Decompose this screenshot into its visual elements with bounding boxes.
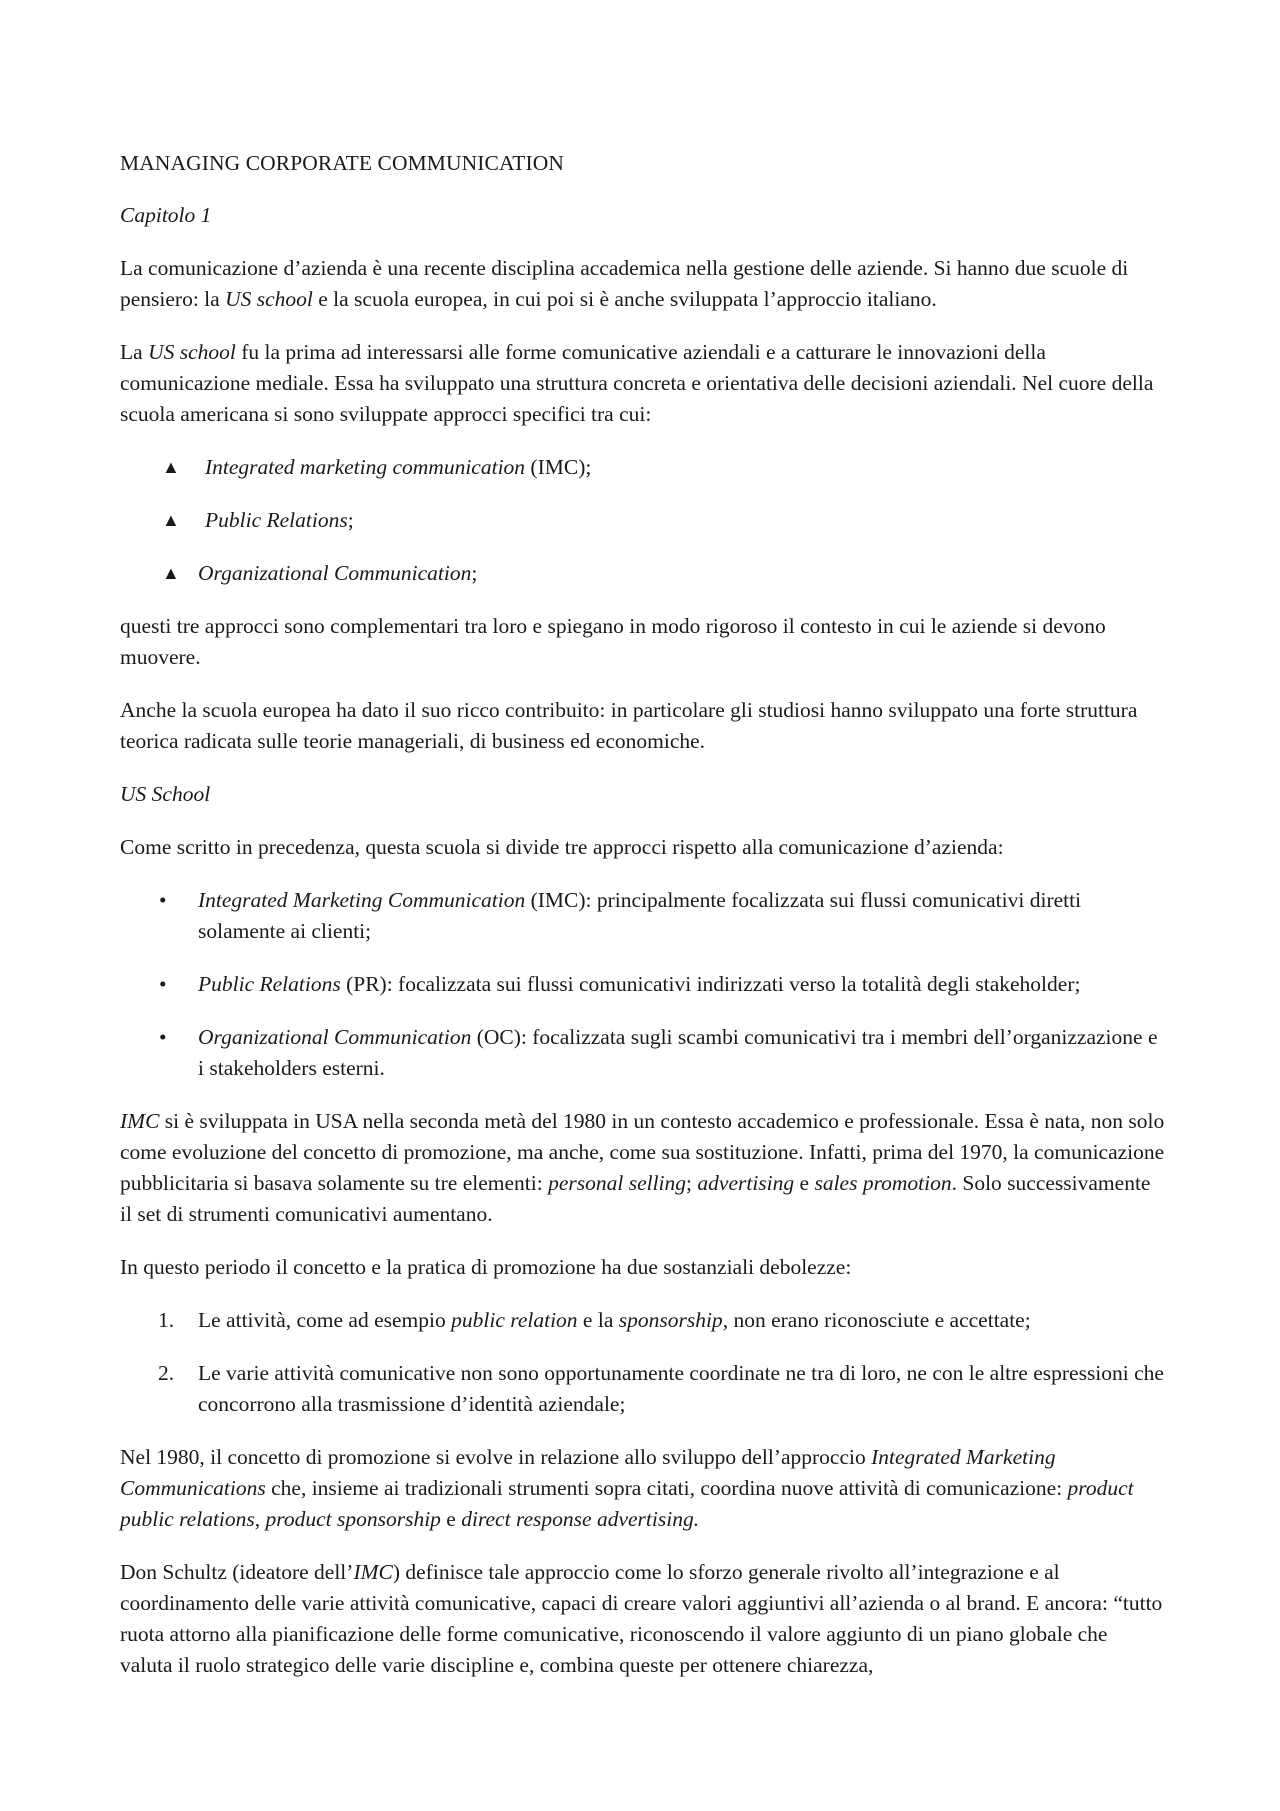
- text-run-italic: Public Relations: [198, 972, 341, 996]
- text-run: (IMC);: [525, 455, 592, 479]
- text-run-italic: Integrated marketing communication: [205, 455, 526, 479]
- text-run: Le varie attività comunicative non sono opportunamente coordinate ne tra di loro, ne con le altre espressioni che concorrono alla trasmissione d’identità aziendale;: [198, 1361, 1164, 1416]
- text-run: Nel 1980, il concetto di promozione si evolve in relazione allo sviluppo dell’approccio: [120, 1445, 872, 1469]
- paragraph-us-school: [120, 337, 1165, 430]
- text-run-italic: product public relations: [120, 1476, 1134, 1531]
- text-run: (OC): focalizzata sugli scambi comunicativi tra i membri dell’organizzazione e i stakeholders esterni.: [198, 1025, 1158, 1080]
- paragraph: Come scritto in precedenza, questa scuola si divide tre approcci rispetto alla comunicazione d’azienda:: [120, 835, 1004, 859]
- text-run-italic: Organizational Communication: [198, 1025, 472, 1049]
- list-number: 1.: [158, 1308, 175, 1332]
- text-run: Le attività, come ad esempio: [198, 1308, 452, 1332]
- triangle-bullet-list: [120, 452, 1165, 589]
- bullet-icon: •: [159, 1025, 167, 1049]
- list-item: [120, 1305, 1165, 1336]
- text-run-italic: public relation: [451, 1308, 578, 1332]
- text-run-italic: Public Relations: [205, 508, 348, 532]
- text-run: Don Schultz (ideatore dell’: [120, 1560, 354, 1584]
- text-run-italic: US school: [148, 340, 236, 364]
- numbered-list: [120, 1305, 1165, 1420]
- text-run: , non erano riconosciute e accettate;: [722, 1308, 1031, 1332]
- triangle-bullet-icon: ▲: [162, 457, 180, 477]
- text-run-italic: Organizational Communication: [198, 561, 472, 585]
- paragraph-intro: [120, 253, 1165, 315]
- text-run: (IMC): principalmente focalizzata sui flussi comunicativi diretti solamente ai clienti;: [198, 888, 1082, 943]
- list-item: [120, 1022, 1165, 1084]
- list-item: [120, 1358, 1165, 1420]
- paragraph-imc: [120, 1106, 1165, 1230]
- text-run: fu la prima ad interessarsi alle forme comunicative aziendali e a catturare le innovazioni della comunicazione mediale. Essa ha sviluppato una struttura concreta e orientativa delle decisioni aziendali. Nel cuore della scuola americana si sono sviluppate approcci specifici tra cui:: [120, 340, 1154, 426]
- list-item: [120, 452, 1165, 483]
- text-run: La: [120, 340, 149, 364]
- text-run: e la: [577, 1308, 619, 1332]
- paragraph: Anche la scuola europea ha dato il suo ricco contribuito: in particolare gli studiosi hanno sviluppato una forte struttura teorica radicata sulle teorie manageriali, di business ed economiche.: [120, 698, 1138, 753]
- text-run: e: [794, 1171, 815, 1195]
- text-run-italic: personal selling: [548, 1171, 687, 1195]
- text-run: ;: [347, 508, 354, 532]
- document-title: MANAGING CORPORATE COMMUNICATION: [120, 151, 564, 175]
- dot-bullet-list: [120, 885, 1165, 1084]
- paragraph-1980: [120, 1442, 1165, 1535]
- text-run: ;: [686, 1171, 698, 1195]
- paragraph: questi tre approcci sono complementari tra loro e spiegano in modo rigoroso il contesto in cui le aziende si devono muovere.: [120, 614, 1106, 669]
- triangle-bullet-icon: ▲: [162, 510, 180, 530]
- text-run: . Solo successivamente il set di strumenti comunicativi aumentano.: [120, 1171, 1151, 1226]
- text-run-italic: Integrated Marketing Communication: [198, 888, 526, 912]
- triangle-bullet-icon: ▲: [162, 563, 180, 583]
- section-heading: [120, 779, 1165, 810]
- paragraph-schultz: [120, 1557, 1165, 1681]
- bullet-icon: •: [159, 972, 167, 996]
- paragraph: In questo periodo il concetto e la pratica di promozione ha due sostanziali debolezze:: [120, 1255, 852, 1279]
- text-run-italic: IMC: [353, 1560, 393, 1584]
- text-run: ;: [471, 561, 478, 585]
- text-run: ,: [254, 1507, 266, 1531]
- text-run-italic: IMC: [120, 1109, 160, 1133]
- document-page: [120, 148, 1165, 1703]
- chapter-heading-text: Capitolo 1: [120, 203, 212, 227]
- bullet-icon: •: [159, 888, 167, 912]
- text-run: La comunicazione d’azienda è una recente disciplina accademica nella gestione delle aziende. Si hanno due scuole di pensiero: la: [120, 256, 1129, 311]
- text-run: e la scuola europea, in cui poi si è anche sviluppata l’approccio italiano.: [312, 287, 937, 311]
- list-item: [120, 885, 1165, 947]
- list-item: [120, 969, 1165, 1000]
- text-run: ) definisce tale approccio come lo sforzo generale rivolto all’integrazione e al coordinamento delle varie attività comunicative, capaci di creare valori aggiuntivi all’azienda o al brand. E ancora: “tutto ruota attorno alla pianificazione delle forme comunicative, riconoscendo il valore aggiunto di un piano globale che valuta il ruolo strategico delle varie discipline e, combina queste per ottenere chiarezza,: [120, 1560, 1163, 1677]
- text-run-italic: direct response advertising.: [461, 1507, 700, 1531]
- list-item: [120, 505, 1165, 536]
- text-run-italic: product sponsorship: [265, 1507, 441, 1531]
- text-run: e: [440, 1507, 462, 1531]
- text-run-italic: US school: [225, 287, 313, 311]
- text-run-italic: Integrated Marketing Communications: [120, 1445, 1056, 1500]
- section-heading-text: US School: [120, 782, 211, 806]
- text-run-italic: advertising: [697, 1171, 795, 1195]
- list-item: [120, 558, 1165, 589]
- chapter-heading: [120, 200, 1165, 231]
- text-run-italic: sponsorship: [618, 1308, 723, 1332]
- text-run: che, insieme ai tradizionali strumenti sopra citati, coordina nuove attività di comunicazione:: [265, 1476, 1068, 1500]
- list-number: 2.: [158, 1361, 175, 1385]
- text-run: si è sviluppata in USA nella seconda metà del 1980 in un contesto accademico e professionale. Essa è nata, non solo come evoluzione del concetto di promozione, ma anche, come sua sostituzione. Infatti, prima del 1970, la comunicazione pubblicitaria si basava solamente su tre elementi:: [120, 1109, 1165, 1195]
- text-run: (PR): focalizzata sui flussi comunicativi indirizzati verso la totalità degli stakeholder;: [340, 972, 1081, 996]
- text-run-italic: sales promotion: [814, 1171, 952, 1195]
